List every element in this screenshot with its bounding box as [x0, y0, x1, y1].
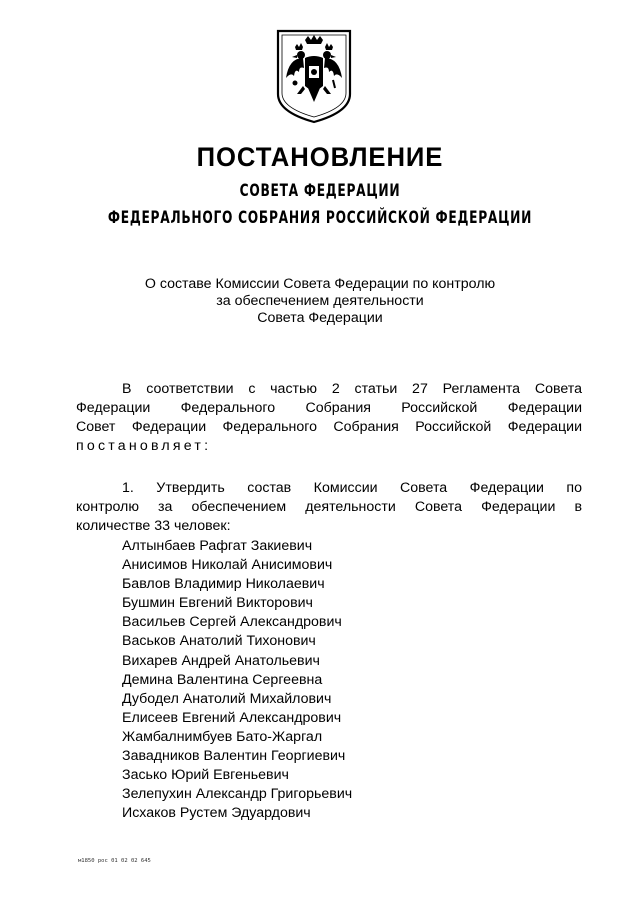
preamble-line: Федерации Федерального Собрания Российской Федерации: [76, 400, 582, 416]
item-1-paragraph: [76, 479, 582, 536]
document-subtitle-line2: ФЕДЕРАЛЬНОГО СОБРАНИЯ РОССИЙСКОЙ ФЕДЕРАЦИИ: [107, 208, 533, 228]
list-item: Вихарев Андрей Анатольевич: [122, 652, 320, 669]
list-item: Завадников Валентин Георгиевич: [122, 748, 346, 765]
footer-code: м1850 рос 01 02 02 645: [78, 858, 151, 864]
preamble-line: В соответствии с частью 2 статьи 27 Регламента Совета: [122, 381, 582, 397]
item-line: 1. Утвердить состав Комиссии Совета Федерации по: [122, 480, 582, 496]
list-item: Васильев Сергей Александрович: [122, 614, 342, 631]
preamble-line: Совет Федерации Федерального Собрания Российской Федерации: [76, 419, 582, 435]
double-headed-eagle-emblem-icon: [275, 28, 353, 124]
preamble-paragraph: [76, 380, 582, 456]
list-item: Засько Юрий Евгеньевич: [122, 767, 289, 784]
subject-line: О составе Комиссии Совета Федерации по контролю: [144, 276, 496, 292]
list-item: Елисеев Евгений Александрович: [122, 709, 342, 726]
document-subtitle-line1: СОВЕТА ФЕДЕРАЦИИ: [239, 181, 401, 201]
document-title: ПОСТАНОВЛЕНИЕ: [196, 142, 444, 172]
list-item: Зелепухин Александр Григорьевич: [122, 786, 353, 803]
subject-line: Совета Федерации: [257, 310, 383, 326]
list-item: Дубодел Анатолий Михайлович: [122, 690, 332, 707]
subject-line: за обеспечением деятельности: [216, 293, 424, 309]
list-item: Демина Валентина Сергеевна: [122, 671, 323, 688]
list-item: Анисимов Николай Анисимович: [122, 557, 333, 574]
list-item: Бавлов Владимир Николаевич: [122, 576, 325, 593]
item-line: количестве 33 человек:: [76, 518, 231, 534]
document-subject: [0, 276, 640, 327]
list-item: Алтынбаев Рафгат Закиевич: [122, 538, 313, 554]
commission-members-list: [122, 537, 352, 823]
list-item: Бушмин Евгений Викторович: [122, 595, 313, 612]
list-item: Исхаков Рустем Эдуардович: [122, 805, 311, 822]
list-item: Жамбалнимбуев Бато-Жаргал: [122, 728, 323, 745]
list-item: Васьков Анатолий Тихонович: [122, 633, 316, 650]
item-line: контролю за обеспечением деятельности Совета Федерации в: [76, 499, 582, 515]
preamble-resolves: постановляет:: [76, 438, 212, 454]
